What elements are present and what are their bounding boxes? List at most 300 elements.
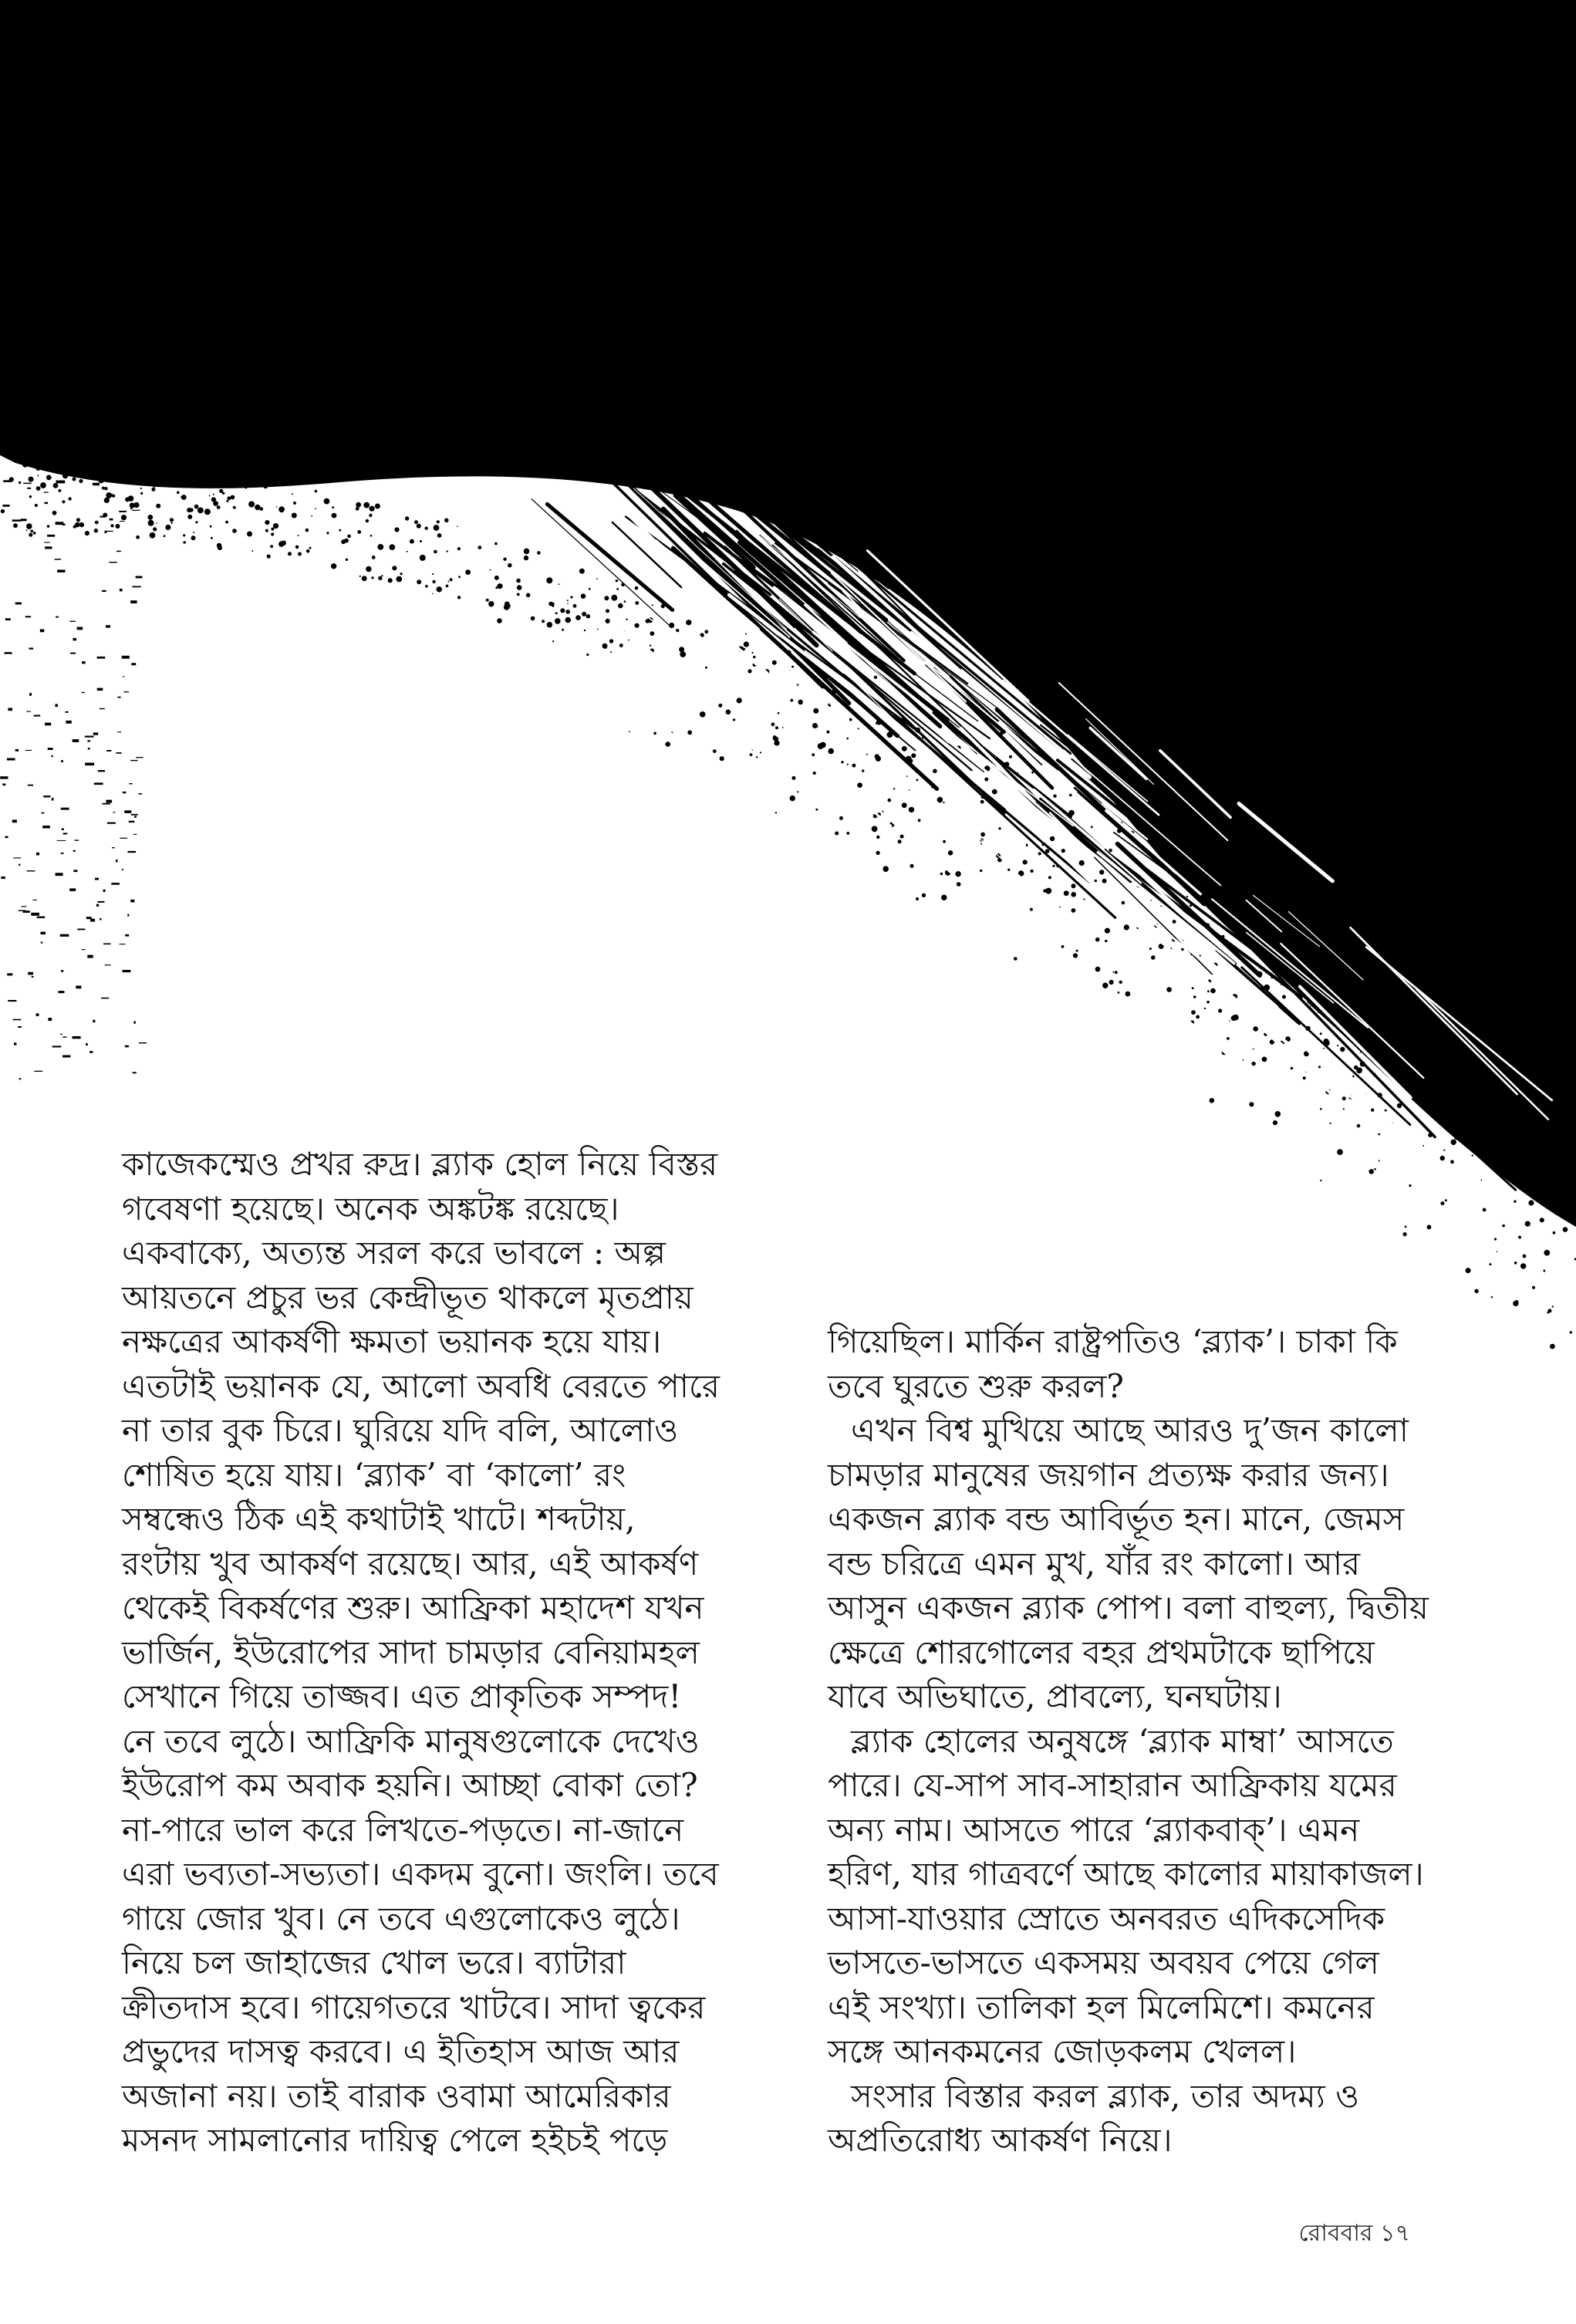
ink-speck: [1531, 1143, 1537, 1149]
ink-speck: [497, 618, 502, 623]
ink-speck: [791, 776, 795, 780]
ink-speck: [255, 505, 260, 510]
ink-speck: [370, 509, 372, 511]
ink-speck: [1014, 957, 1017, 961]
ink-fleck: [102, 803, 105, 804]
ink-speck: [1550, 1344, 1555, 1349]
ink-speck: [618, 603, 623, 609]
ink-speck: [143, 475, 147, 478]
ink-speck: [332, 506, 334, 508]
ink-speck: [79, 479, 83, 483]
ink-speck: [437, 586, 442, 592]
ink-speck: [271, 532, 274, 535]
ink-speck: [876, 851, 880, 855]
ink-speck: [267, 555, 271, 559]
ink-speck: [629, 731, 630, 732]
ink-speck: [1513, 1301, 1518, 1306]
ink-speck: [900, 835, 904, 839]
ink-speck: [189, 508, 193, 512]
ink-speck: [1079, 860, 1085, 866]
ink-fleck: [131, 814, 138, 816]
ink-speck: [478, 546, 481, 549]
ink-speck: [332, 513, 337, 519]
ink-speck: [948, 850, 953, 855]
ink-speck: [497, 583, 502, 589]
ink-speck: [389, 544, 395, 550]
ink-speck: [292, 493, 293, 495]
ink-speck: [609, 639, 613, 643]
ink-speck: [101, 468, 103, 471]
ink-speck: [748, 669, 751, 673]
ink-speck: [606, 609, 609, 613]
ink-speck: [90, 465, 96, 471]
ink-speck: [298, 552, 302, 556]
ink-speck: [1124, 924, 1129, 930]
ink-speck: [888, 799, 892, 802]
ink-speck: [1378, 1133, 1380, 1136]
ink-speck: [1519, 1182, 1524, 1187]
ink-fleck: [62, 1036, 66, 1037]
ink-speck: [381, 575, 383, 576]
ink-fleck: [62, 1056, 70, 1058]
ink-speck: [221, 477, 223, 478]
ink-speck: [1497, 1252, 1498, 1253]
ink-speck: [798, 700, 803, 705]
ink-fleck: [13, 857, 21, 858]
ink-speck: [531, 616, 535, 621]
ink-speck: [626, 619, 627, 620]
ink-speck: [245, 486, 247, 488]
article-line: এই সংখ্যা। তালিকা হল মিলেমিশে। কমনের: [828, 1988, 1375, 2026]
ink-speck: [573, 604, 577, 608]
ink-fleck: [47, 535, 55, 537]
ink-speck: [130, 503, 135, 508]
ink-fleck: [117, 731, 121, 732]
ink-speck: [162, 473, 164, 475]
ink-fleck: [45, 502, 49, 504]
ink-speck: [704, 630, 708, 633]
ink-speck: [1, 509, 5, 513]
ink-speck: [847, 764, 849, 765]
ink-speck: [1427, 1225, 1432, 1230]
ink-speck: [209, 495, 211, 497]
ink-fleck: [44, 542, 49, 543]
ink-fleck: [88, 748, 90, 749]
ink-fleck: [85, 736, 94, 738]
ink-speck: [1186, 896, 1188, 897]
ink-fleck: [102, 590, 106, 592]
ink-speck: [610, 651, 612, 653]
ink-fleck: [48, 1018, 52, 1021]
ink-speck: [756, 756, 758, 758]
ink-speck: [73, 478, 76, 481]
ink-fleck: [57, 840, 66, 841]
ink-fleck: [21, 906, 26, 907]
ink-speck: [125, 474, 129, 478]
ink-speck: [980, 800, 984, 804]
ink-fleck: [106, 750, 111, 752]
ink-speck: [581, 593, 586, 599]
ink-fleck: [45, 723, 51, 726]
ink-speck: [1570, 1331, 1572, 1333]
ink-speck: [669, 623, 674, 628]
ink-speck: [686, 620, 690, 624]
ink-fleck: [103, 890, 106, 892]
ink-fleck: [29, 693, 32, 696]
ink-speck: [980, 870, 982, 872]
ink-fleck: [32, 976, 34, 978]
ink-fleck: [41, 942, 42, 944]
ink-speck: [849, 718, 852, 721]
ink-speck: [1253, 1049, 1254, 1050]
ink-speck: [619, 643, 623, 647]
ink-speck: [156, 522, 157, 524]
ink-speck: [918, 819, 921, 822]
ink-speck: [405, 516, 409, 520]
ink-speck: [251, 550, 253, 552]
ink-speck: [29, 495, 32, 498]
ink-speck: [1193, 995, 1196, 998]
article-line: ভাসতে-ভাসতে একসময় অবয়ব পেয়ে গেল: [828, 1944, 1379, 1981]
ink-speck: [62, 500, 65, 503]
ink-speck: [58, 489, 61, 492]
ink-speck: [1450, 1160, 1454, 1164]
ink-speck: [835, 832, 839, 836]
ink-speck: [233, 506, 236, 509]
ink-speck: [346, 559, 348, 561]
ink-speck: [154, 474, 157, 478]
ink-speck: [750, 753, 753, 756]
ink-speck: [396, 576, 402, 583]
ink-speck: [420, 555, 426, 561]
ink-speck: [1409, 1184, 1411, 1187]
ink-fleck: [40, 629, 45, 632]
ink-fleck: [27, 488, 31, 489]
ink-fleck: [62, 828, 64, 830]
ink-speck: [874, 676, 877, 679]
ink-speck: [309, 547, 312, 549]
ink-speck: [1473, 1128, 1477, 1133]
ink-speck: [127, 481, 130, 485]
ink-speck: [437, 533, 442, 538]
ink-speck: [1009, 755, 1012, 758]
ink-speck: [589, 588, 591, 590]
ink-speck: [906, 775, 908, 777]
article-line: না-পারে ভাল করে লিখতে-পড়তে। না-জানে: [122, 1810, 684, 1849]
article-line: নে তবে লুঠে। আফ্রিকি মানুষগুলোকে দেখেও: [122, 1721, 700, 1760]
ink-speck: [494, 542, 498, 546]
ink-speck: [164, 535, 166, 537]
article-line: সম্বন্ধেও ঠিক এই কথাটাই খাটে। শব্দটায়,: [122, 1500, 636, 1538]
ink-fleck: [82, 661, 86, 664]
ink-fleck: [130, 760, 138, 761]
ink-fleck: [98, 770, 105, 772]
ink-speck: [1360, 1052, 1362, 1053]
ink-speck: [1125, 991, 1131, 997]
ink-fleck: [73, 1036, 81, 1039]
ink-speck: [547, 622, 552, 627]
ink-speck: [420, 540, 422, 542]
ink-speck: [305, 529, 309, 532]
ink-fleck: [7, 758, 15, 761]
ink-speck: [565, 610, 570, 614]
ink-speck: [555, 618, 561, 624]
ink-fleck: [52, 798, 54, 801]
brush-gap: [770, 729, 891, 826]
ink-speck: [1320, 1180, 1321, 1181]
ink-speck: [772, 660, 777, 665]
ink-fleck: [77, 929, 85, 931]
ink-speck: [417, 579, 421, 584]
ink-speck: [503, 558, 506, 561]
ink-speck: [1149, 948, 1152, 950]
ink-speck: [1544, 1250, 1550, 1256]
ink-fleck: [103, 944, 111, 945]
ink-speck: [1526, 1176, 1532, 1182]
brush-gap: [619, 615, 791, 747]
ink-speck: [1091, 826, 1093, 828]
ink-speck: [1547, 1312, 1549, 1314]
ink-speck: [293, 502, 296, 505]
ink-speck: [605, 647, 606, 649]
ink-fleck: [105, 964, 111, 965]
ink-speck: [99, 478, 104, 483]
ink-speck: [326, 532, 329, 534]
ink-speck: [1540, 1218, 1544, 1222]
ink-speck: [1342, 1096, 1346, 1100]
ink-speck: [392, 566, 397, 570]
ink-speck: [1099, 870, 1104, 874]
ink-speck: [635, 601, 639, 605]
ink-speck: [753, 656, 756, 659]
ink-speck: [790, 795, 795, 801]
ink-speck: [876, 836, 879, 839]
ink-speck: [560, 608, 565, 613]
ink-fleck: [82, 949, 86, 950]
article-line: কাজেকম্মেও প্রখর রুদ্র। ব্ল্যাক হোল নিয়ে বিস্তর: [122, 1145, 718, 1183]
ink-speck: [524, 549, 530, 555]
ink-speck: [263, 484, 268, 488]
ink-speck: [315, 490, 318, 493]
ink-fleck: [59, 991, 65, 993]
ink-speck: [278, 541, 284, 546]
ink-speck: [117, 471, 119, 473]
ink-speck: [1282, 995, 1286, 999]
article-line: হরিণ, যার গাত্রবর্ণে আছে কালোর মায়াকাজল।: [828, 1855, 1424, 1893]
ink-fleck: [19, 1078, 22, 1079]
ink-fleck: [7, 973, 12, 975]
ink-speck: [1288, 972, 1290, 974]
ink-speck: [1320, 1032, 1322, 1035]
ink-speck: [363, 502, 370, 508]
ink-speck: [400, 573, 403, 575]
ink-speck: [181, 495, 187, 500]
ink-speck: [820, 742, 826, 748]
ink-speck: [306, 549, 310, 553]
ink-speck: [140, 492, 143, 495]
ink-fleck: [124, 810, 131, 813]
ink-speck: [526, 593, 531, 598]
article-line: গবেষণা হয়েছে। অনেক অঙ্কটঙ্ক রয়েছে।: [122, 1189, 619, 1228]
ink-speck: [104, 498, 110, 503]
ink-speck: [62, 473, 68, 478]
ink-speck: [165, 525, 170, 530]
ink-speck: [458, 576, 461, 578]
ink-speck: [1048, 876, 1051, 879]
ink-fleck: [41, 932, 46, 935]
ink-speck: [1451, 1140, 1456, 1145]
ink-speck: [841, 761, 843, 763]
ink-speck: [1105, 940, 1107, 942]
ink-speck: [1498, 1156, 1500, 1158]
ink-fleck: [28, 785, 33, 786]
ink-speck: [1275, 1111, 1281, 1117]
ink-speck: [156, 504, 160, 508]
ink-speck: [1071, 883, 1076, 888]
ink-speck: [75, 522, 80, 528]
article-line: গিয়েছিল। মার্কিন রাষ্ট্রপতিও ‘ব্ল্যাক’। চাকা কি: [828, 1322, 1398, 1360]
ink-fleck: [0, 776, 8, 779]
ink-speck: [357, 530, 361, 534]
ink-speck: [862, 769, 864, 772]
ink-fleck: [130, 600, 137, 603]
ink-fleck: [107, 823, 116, 824]
ink-fleck: [5, 836, 8, 839]
ink-speck: [116, 524, 120, 529]
ink-speck: [1043, 889, 1047, 893]
ink-fleck: [27, 870, 35, 871]
article-line: তবে ঘুরতে শুরু করল?: [828, 1366, 1124, 1405]
ink-speck: [362, 576, 367, 581]
ink-speck: [292, 513, 297, 519]
ink-speck: [570, 596, 572, 598]
ink-speck: [410, 539, 414, 544]
article-line: শোষিত হয়ে যায়। ‘ব্ল্যাক’ বা ‘কালো’ রং: [122, 1455, 626, 1494]
ink-speck: [687, 730, 692, 735]
ink-speck: [1514, 1262, 1517, 1265]
ink-fleck: [96, 904, 99, 907]
ink-speck: [582, 612, 586, 616]
ink-speck: [231, 495, 235, 500]
ink-fleck: [1, 877, 5, 879]
ink-speck: [1337, 1149, 1343, 1155]
ink-fleck: [131, 663, 136, 665]
ink-speck: [902, 802, 907, 808]
ink-speck: [193, 532, 194, 533]
ink-fleck: [123, 970, 131, 972]
ink-speck: [217, 505, 221, 509]
article-line: গায়ে জোর খুব। নে তবে এগুলোকেও লুঠে।: [122, 1899, 680, 1937]
ink-speck: [465, 569, 471, 575]
ink-speck: [339, 529, 341, 532]
ink-speck: [35, 466, 40, 471]
ink-fleck: [134, 816, 137, 817]
ink-fleck: [129, 821, 135, 823]
ink-speck: [872, 826, 878, 832]
ink-fleck: [116, 551, 121, 552]
ink-fleck: [56, 616, 59, 618]
ink-speck: [94, 529, 98, 532]
ink-speck: [1030, 870, 1033, 873]
ink-speck: [984, 778, 988, 782]
ink-fleck: [61, 760, 63, 762]
ink-fleck: [127, 914, 129, 917]
ink-speck: [26, 529, 28, 531]
brush-gap: [613, 617, 758, 752]
ink-speck: [596, 578, 598, 579]
ink-speck: [916, 897, 919, 900]
ink-fleck: [2, 784, 5, 786]
ink-speck: [1503, 1167, 1505, 1168]
ink-speck: [273, 523, 278, 529]
ink-fleck: [122, 869, 123, 870]
ink-speck: [52, 511, 57, 515]
ink-speck: [371, 576, 373, 579]
ink-speck: [76, 518, 80, 522]
page-footer-folio: রোববার ১৭: [1298, 2220, 1410, 2247]
ink-speck: [1357, 1124, 1361, 1128]
ink-speck: [1443, 1150, 1445, 1151]
ink-speck: [1554, 1211, 1557, 1214]
ink-speck: [1218, 1008, 1222, 1012]
article-line: সেখানে গিয়ে তাজ্জব। এত প্রাকৃতিক সম্পদ!: [122, 1677, 682, 1715]
ink-speck: [846, 832, 849, 835]
ink-fleck: [48, 748, 53, 750]
ink-speck: [265, 520, 269, 525]
ink-speck: [652, 604, 653, 606]
ink-speck: [584, 630, 586, 631]
ink-fleck: [120, 589, 123, 591]
ink-speck: [295, 546, 299, 549]
ink-fleck: [70, 653, 76, 654]
ink-fleck: [26, 711, 31, 712]
ink-speck: [597, 629, 599, 630]
ink-speck: [370, 506, 375, 512]
ink-fleck: [61, 970, 63, 972]
ink-speck: [774, 740, 779, 745]
ink-speck: [550, 602, 554, 606]
ink-speck: [937, 797, 943, 803]
ink-fleck: [100, 708, 105, 709]
ink-fleck: [77, 627, 83, 630]
ink-speck: [1069, 794, 1072, 797]
ink-speck: [104, 487, 107, 490]
ink-fleck: [37, 917, 45, 918]
ink-fleck: [52, 1045, 62, 1047]
ink-speck: [1440, 1156, 1445, 1160]
ink-speck: [247, 532, 252, 537]
ink-speck: [1038, 852, 1041, 855]
ink-fleck: [101, 998, 109, 999]
ink-fleck: [36, 1013, 39, 1016]
ink-speck: [1466, 1268, 1471, 1273]
ink-speck: [1329, 1123, 1331, 1124]
ink-speck: [95, 521, 99, 525]
article-line: অন্য নাম। আসতে পারে ‘ব্ল্যাকবাক্’। এমন: [828, 1810, 1360, 1849]
ink-fleck: [63, 833, 68, 834]
brush-gap: [1134, 981, 1231, 1067]
ink-speck: [213, 501, 218, 506]
ink-speck: [1494, 1238, 1497, 1240]
ink-speck: [425, 585, 428, 588]
ink-speck: [898, 839, 902, 843]
ink-speck: [1231, 1015, 1237, 1021]
ink-speck: [219, 472, 224, 477]
ink-speck: [1525, 1221, 1530, 1227]
ink-speck: [771, 722, 775, 726]
ink-speck: [555, 612, 558, 614]
ink-fleck: [75, 839, 79, 840]
